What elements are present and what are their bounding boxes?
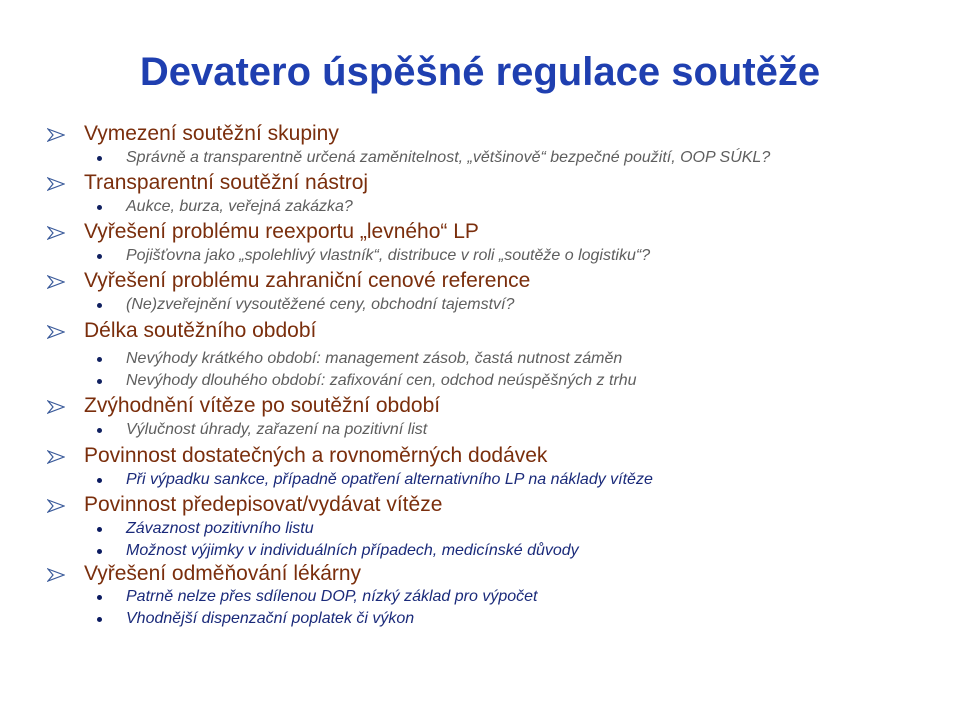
list-item-heading: Délka soutěžního období [84, 319, 317, 342]
dot-bullet-icon [97, 549, 102, 554]
arrow-bullet-icon [47, 450, 65, 464]
arrow-bullet-icon [47, 499, 65, 513]
list-item-heading: Povinnost dostatečných a rovnoměrných dodávek [84, 444, 548, 467]
list-item [0, 319, 960, 343]
list-item [0, 220, 960, 244]
list-item-heading: Vyřešení odměňování lékárny [84, 562, 362, 585]
list-item [0, 269, 960, 293]
list-item [0, 122, 960, 146]
sub-item [0, 419, 960, 441]
dot-bullet-icon [97, 156, 102, 161]
sub-item-text: Správně a transparentně určená zaměnitelnost, „většinově“ bezpečné použití, OOP SÚKL? [126, 149, 771, 166]
slide-title: Devatero úspěšné regulace soutěže [139, 50, 821, 94]
dot-bullet-icon [97, 205, 102, 210]
list-item-heading: Povinnost předepisovat/vydávat vítěze [84, 493, 443, 516]
sub-item-text: Závaznost pozitivního listu [126, 520, 314, 537]
dot-bullet-icon [97, 379, 102, 384]
sub-item-text: Patrně nelze přes sdílenou DOP, nízký základ pro výpočet [126, 588, 538, 605]
arrow-bullet-icon [47, 177, 65, 191]
arrow-bullet-icon [47, 275, 65, 289]
sub-item-text: Aukce, burza, veřejná zakázka? [126, 198, 353, 215]
sub-item [0, 518, 960, 540]
arrow-bullet-icon [47, 325, 65, 339]
list-item-heading: Vyřešení problému reexportu „levného“ LP [84, 220, 479, 243]
sub-item-text: (Ne)zveřejnění vysoutěžené ceny, obchodní tajemství? [126, 296, 515, 313]
sub-item [0, 245, 960, 267]
dot-bullet-icon [97, 357, 102, 362]
sub-item-text: Výlučnost úhrady, zařazení na pozitivní list [126, 421, 428, 438]
sub-item-text: Při výpadku sankce, případně opatření alternativního LP na náklady vítěze [126, 471, 653, 488]
list-item [0, 562, 960, 586]
sub-item [0, 469, 960, 491]
dot-bullet-icon [97, 527, 102, 532]
list-item [0, 444, 960, 468]
sub-item [0, 348, 960, 370]
dot-bullet-icon [97, 595, 102, 600]
sub-item [0, 294, 960, 316]
sub-item-text: Vhodnější dispenzační poplatek či výkon [126, 610, 415, 627]
sub-item-text: Nevýhody dlouhého období: zafixování cen, odchod neúspěšných z trhu [126, 372, 637, 389]
list-item-heading: Transparentní soutěžní nástroj [84, 171, 369, 194]
arrow-bullet-icon [47, 226, 65, 240]
list-item-heading: Vyřešení problému zahraniční cenové reference [84, 269, 531, 292]
sub-item-text: Pojišťovna jako „spolehlivý vlastník“, distribuce v roli „soutěže o logistiku“? [126, 247, 651, 264]
arrow-bullet-icon [47, 568, 65, 582]
sub-item [0, 540, 960, 562]
dot-bullet-icon [97, 617, 102, 622]
sub-item-text: Nevýhody krátkého období: management zásob, častá nutnost záměn [126, 350, 623, 367]
sub-item [0, 586, 960, 608]
list-item [0, 493, 960, 517]
sub-item [0, 370, 960, 392]
dot-bullet-icon [97, 254, 102, 259]
dot-bullet-icon [97, 303, 102, 308]
list-item-heading: Zvýhodnění vítěze po soutěžní období [84, 394, 441, 417]
arrow-bullet-icon [47, 400, 65, 414]
dot-bullet-icon [97, 478, 102, 483]
list-item-heading: Vymezení soutěžní skupiny [84, 122, 339, 145]
sub-item-text: Možnost výjimky v individuálních případech, medicínské důvody [126, 542, 579, 559]
dot-bullet-icon [97, 428, 102, 433]
list-item [0, 171, 960, 195]
sub-item [0, 608, 960, 630]
sub-item [0, 147, 960, 169]
sub-item [0, 196, 960, 218]
arrow-bullet-icon [47, 128, 65, 142]
bullet-list [0, 122, 960, 627]
list-item [0, 394, 960, 418]
